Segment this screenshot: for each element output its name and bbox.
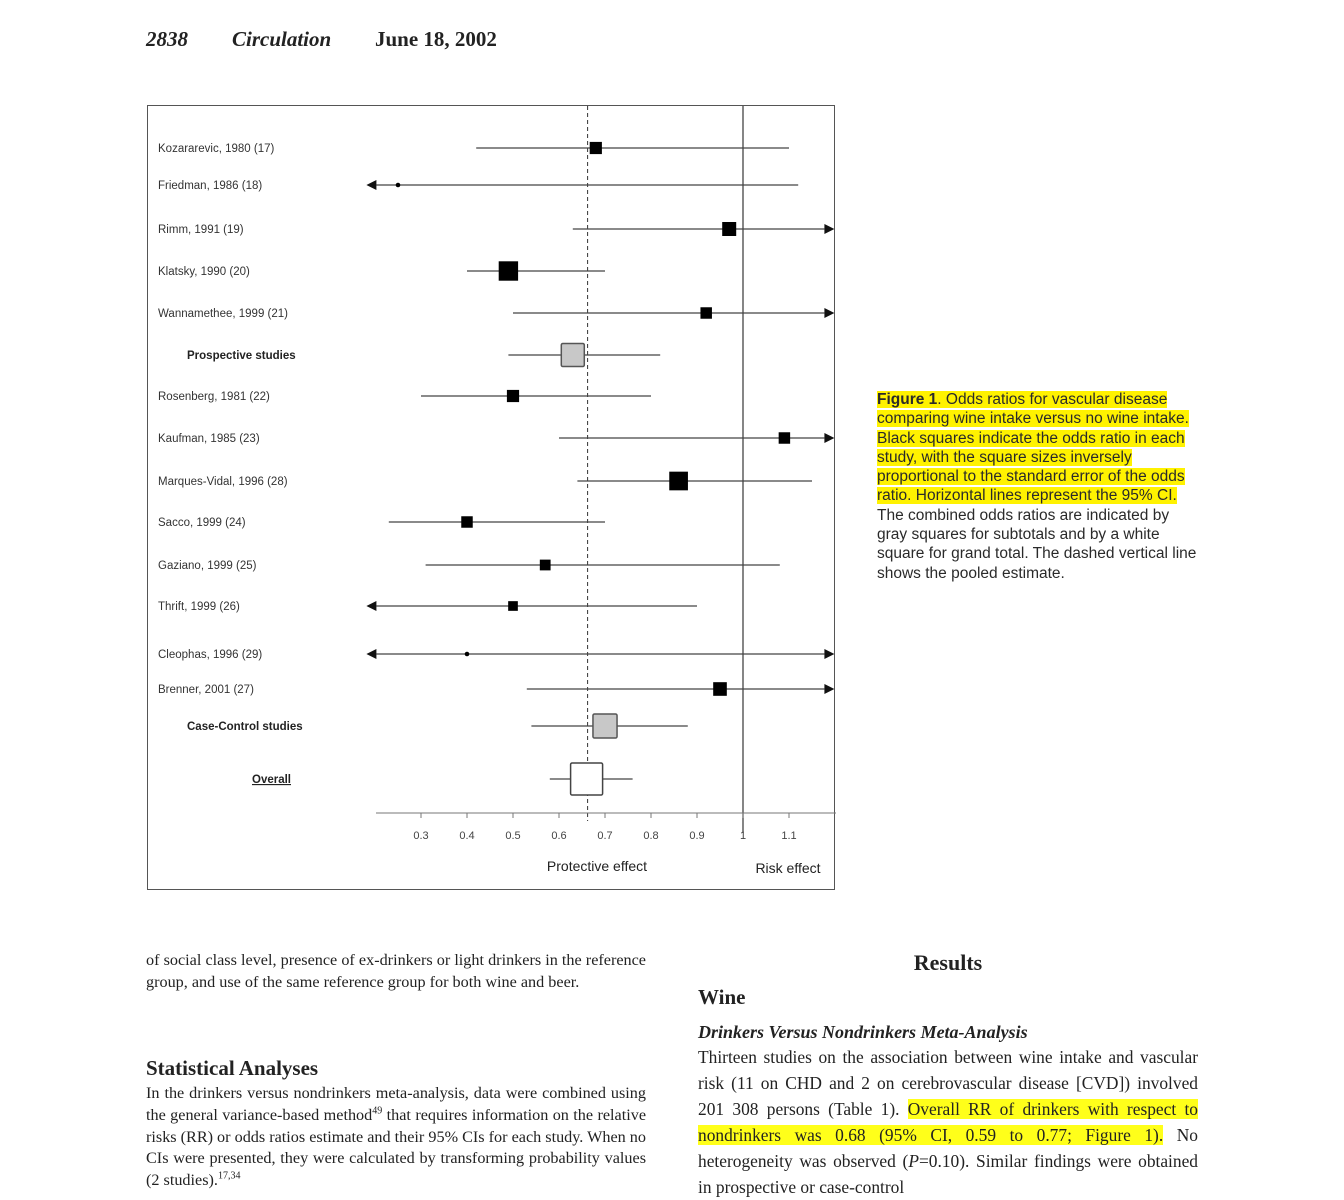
statistical-analyses-paragraph (146, 1083, 646, 1192)
issue-date: June 18, 2002 (375, 27, 497, 51)
row-label: Klatsky, 1990 (20) (158, 266, 250, 278)
x-tick-label: 0.9 (689, 830, 705, 842)
ci-arrow-right (824, 433, 834, 443)
row-label: Cleophas, 1996 (29) (158, 649, 263, 661)
figure-caption (877, 390, 1202, 583)
results-text-a: Thirteen studies on the association between wine intake and vascular risk (11 on CHD and 2 on cerebrovascular disease [CVD]) involved 201 308 persons (Table 1). (698, 1047, 1198, 1119)
results-highlight: Overall RR of drinkers with respect to nondrinkers was 0.68 (95% CI, 0.59 to 0.77; Figure 1). (698, 1099, 1198, 1145)
reference-17-34: 17,34 (217, 1170, 241, 1182)
ci-arrow-left (366, 601, 376, 611)
study-square (461, 516, 472, 527)
x-tick-label: 0.8 (643, 830, 659, 842)
p-symbol: P (908, 1151, 919, 1171)
row-label: Gaziano, 1999 (25) (158, 560, 257, 572)
row-label: Marques-Vidal, 1996 (28) (158, 476, 288, 488)
ci-arrow-right (824, 684, 834, 694)
ci-arrow-right (824, 224, 834, 234)
results-heading: Results (913, 950, 983, 975)
continued-paragraph: of social class level, presence of ex-drinkers or light drinkers in the reference group, and use of the same reference group for both wine and beer. (146, 951, 646, 991)
row-label: Brenner, 2001 (27) (158, 684, 254, 696)
row-label: Wannamethee, 1999 (21) (158, 308, 288, 320)
study-square (590, 142, 602, 154)
results-text-b: No heterogeneity was observed ( (698, 1125, 1198, 1171)
subtotal-square (593, 714, 617, 738)
study-square (722, 222, 736, 236)
forest-plot (148, 106, 836, 891)
running-head (146, 27, 497, 52)
ci-arrow-right (824, 649, 834, 659)
row-label: Thrift, 1999 (26) (158, 601, 240, 613)
study-square (507, 390, 519, 402)
caption-highlighted-text: . Odds ratios for vascular disease comparing wine intake versus no wine intake. Black squares indicate the odds ratio in each study, with the square sizes inversely proportional to the standard error of the odds ratio. Horizontal lines represent the 95% CI. (877, 391, 1189, 505)
statistical-analyses-heading: Statistical Analyses (146, 1056, 319, 1080)
journal-name: Circulation (232, 27, 332, 51)
reference-49: 49 (372, 1105, 383, 1117)
row-label: Friedman, 1986 (18) (158, 180, 263, 192)
row-label: Rosenberg, 1981 (22) (158, 391, 270, 403)
row-label: Kaufman, 1985 (23) (158, 433, 260, 445)
row-label: Sacco, 1999 (24) (158, 517, 246, 529)
results-text-c: =0.10). Similar findings were obtained in prospective or case-control (698, 1151, 1199, 1197)
ci-arrow-left (366, 180, 376, 190)
ci-arrow-right (824, 308, 834, 318)
row-label: Kozararevic, 1980 (17) (158, 143, 275, 155)
study-square (713, 682, 727, 696)
results-paragraph (698, 1044, 1198, 1200)
stat-text-a: In the drinkers versus nondrinkers meta-analysis, data were combined using the general variance-based method (146, 1084, 646, 1124)
study-point (396, 183, 401, 188)
study-square (499, 261, 518, 280)
study-square (508, 601, 518, 611)
x-tick-label: 0.3 (413, 830, 429, 842)
overall-square (571, 763, 603, 795)
study-point (465, 652, 470, 657)
x-tick-label: 0.7 (597, 830, 613, 842)
risk-effect-label: Risk effect (755, 860, 821, 876)
study-square (779, 432, 790, 443)
x-tick-label: 1 (739, 830, 747, 842)
ci-arrow-left (366, 649, 376, 659)
study-square (700, 307, 711, 318)
x-tick-label: 0.6 (551, 830, 567, 842)
x-tick-label: 0.5 (505, 830, 521, 842)
subtotal-square (561, 344, 584, 367)
study-square (669, 472, 688, 491)
row-label: Rimm, 1991 (19) (158, 224, 244, 236)
study-square (540, 560, 551, 571)
caption-label: Figure 1 (877, 391, 938, 408)
row-label: Case-Control studies (187, 721, 303, 733)
page-number: 2838 (146, 27, 188, 51)
row-label: Prospective studies (187, 350, 296, 362)
stat-text-b: that requires information on the relative risks (RR) or odds ratios estimate and their 95% CIs for each study. When no CIs were presented, they were calculated by transforming probability values (2 studies). (146, 1105, 647, 1190)
x-tick-label: 1.1 (781, 830, 797, 842)
figure-1-frame (147, 105, 835, 890)
meta-analysis-heading: Drinkers Versus Nondrinkers Meta-Analysis (698, 1022, 1028, 1042)
wine-heading: Wine (698, 985, 746, 1009)
caption-plain-text: The combined odds ratios are indicated by gray squares for subtotals and by a white square for grand total. The dashed vertical line shows the pooled estimate. (877, 506, 1197, 582)
protective-effect-label: Protective effect (546, 858, 648, 874)
row-label: Overall (252, 774, 291, 786)
x-tick-label: 0.4 (459, 830, 475, 842)
